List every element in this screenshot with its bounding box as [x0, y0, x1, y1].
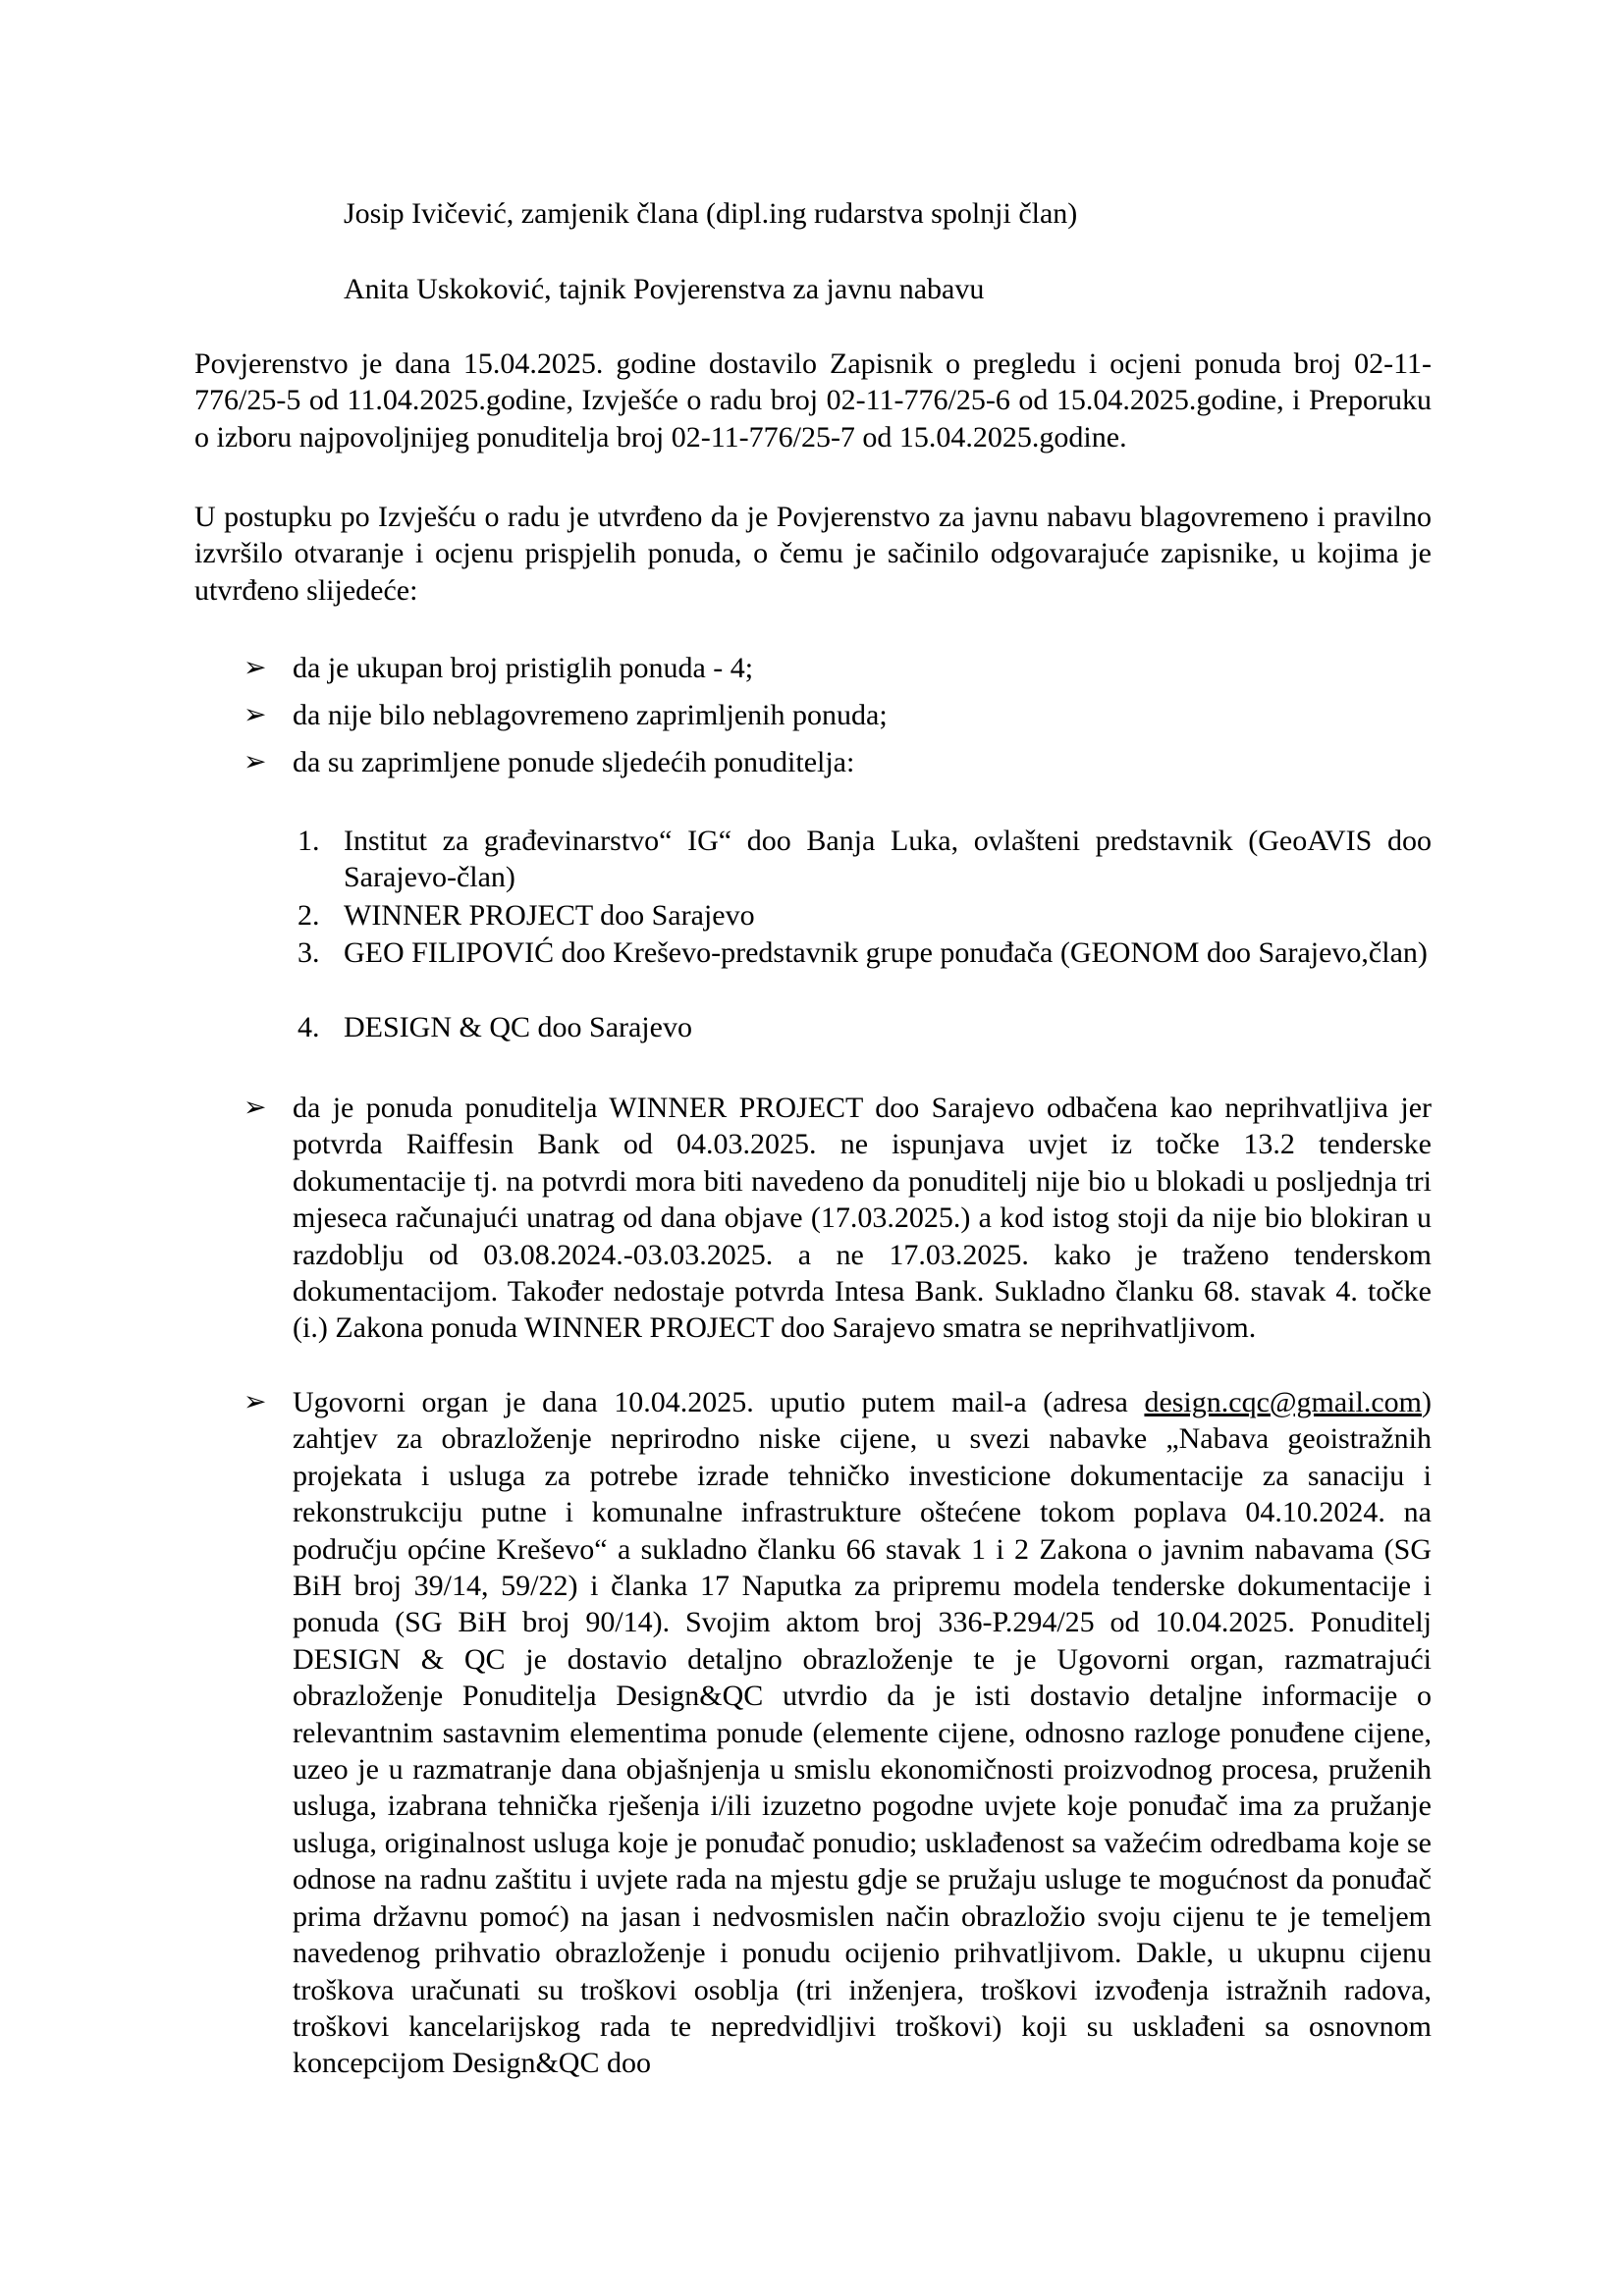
bullet-item-late-offers [244, 697, 1432, 734]
bullet-item-total-offers [244, 650, 1432, 687]
bidder-name: Institut za građevinarstvo“ IG“ doo Banja Luka, ovlašteni predstavnik (GeoAVIS doo Sarajevo-član) [344, 825, 1432, 894]
bullet-text: da je ukupan broj pristiglih ponuda - 4; [293, 652, 754, 684]
bullet-item-received-offers [244, 744, 1432, 781]
list-number: 2. [298, 899, 320, 932]
list-number: 3. [298, 936, 320, 969]
contract-text-start: Ugovorni organ je dana 10.04.2025. uputio putem mail-a (adresa [293, 1386, 1145, 1418]
arrow-bullet-icon: ➢ [244, 700, 267, 730]
list-number: 4. [298, 1011, 320, 1043]
arrow-bullet-icon: ➢ [244, 653, 267, 683]
header-line-deputy: Josip Ivičević, zamjenik člana (dipl.ing rudarstva spolnji član) [344, 197, 1078, 230]
bidder-name: WINNER PROJECT doo Sarajevo [344, 899, 755, 932]
contracting-authority-text [293, 1384, 1432, 2082]
bullet-text: da nije bilo neblagovremeno zaprimljenih ponuda; [293, 699, 888, 731]
email-link[interactable]: design.cqc@gmail.com [1144, 1386, 1422, 1418]
contract-text-rest: ) zahtjev za obrazloženje neprirodno niske cijene, u svezi nabavke „Nabava geoistražnih projekata i usluga za potrebe izrade tehničko investicione dokumentacije za sanaciju i rekonstrukciju putne i komunalne infrastrukture oštećene tokom poplava 04.10.2024. na području općine Kreševo“ a sukladno članku 66 stavak 1 i 2 Zakona o javnim nabavama (SG BiH broj 39/14, 59/22) i članka 17 Naputka za pripremu modela tenderske dokumentacije i ponuda (SG BiH broj 90/14). Svojim aktom broj 336-P.294/25 od 10.04.2025. Ponuditelj DESIGN & QC je dostavio detaljno obrazloženje te je Ugovorni organ, razmatrajući obrazloženje Ponuditelja Design&QC utvrdio da je isti dostavio detaljne informacije o relevantnim sastavnim elementima ponude (elemente cijene, odnosno razloge ponuđene cijene, uzeo je u razmatranje dana objašnjenja u smislu ekonomičnosti proizvodnog procesa, pruženih usluga, izabrana tehnička rješenja i/ili izuzetno pogodne uvjete koje ponuđač ima za pružanje usluga, originalnost usluga koje je ponuđač ponudio; usklađenost sa važećim odredbama koje se odnose na radnu zaštitu i uvjete rada na mjestu gdje se pružaju usluge te mogućnost da ponuđač prima državnu pomoć) na jasan i nedvosmislen način obrazložio svoju cijenu te je temeljem navedenog prihvatio obrazloženje i ponudu ocijenio prihvatljivom. Dakle, u ukupnu cijenu troškova uračunati su troškovi osoblja (tri inženjera, troškovi izvođenja istražnih radova, troškovi kancelarijskog rada te nepredvidljivi troškovi) koji su usklađeni sa osnovnom koncepcijom Design&QC doo [293, 1386, 1432, 2080]
intro-paragraph: Povjerenstvo je dana 15.04.2025. godine dostavilo Zapisnik o pregledu i ocjeni ponuda broj 02-11-776/25-5 od 11.04.2025.godine, Izvješće o radu broj 02-11-776/25-6 od 15.04.2025.godine, i Preporuku o izboru najpovoljnijeg ponuditelja broj 02-11-776/25-7 od 15.04.2025.godine. [194, 347, 1432, 454]
header-line-secretary: Anita Uskoković, tajnik Povjerenstva za javnu nabavu [344, 273, 985, 305]
findings-paragraph: U postupku po Izvješću o radu je utvrđeno da je Povjerenstvo za javnu nabavu blagovremeno i pravilno izvršilo otvaranje i ocjenu prispjelih ponuda, o čemu je sačinilo odgovarajuće zapisnike, u kojima je utvrđeno slijedeće: [194, 501, 1432, 607]
bidder-name: DESIGN & QC doo Sarajevo [344, 1011, 692, 1043]
arrow-bullet-icon: ➢ [244, 1387, 267, 1417]
arrow-bullet-icon: ➢ [244, 1093, 267, 1123]
bidder-name: GEO FILIPOVIĆ doo Kreševo-predstavnik grupe ponuđača (GEONOM doo Sarajevo,član) [344, 936, 1428, 969]
arrow-bullet-icon: ➢ [244, 747, 267, 777]
list-number: 1. [298, 825, 320, 857]
bullet-text: da su zaprimljene ponude sljedećih ponuditelja: [293, 746, 855, 778]
rejection-text: da je ponuda ponuditelja WINNER PROJECT doo Sarajevo odbačena kao neprihvatljiva jer potvrda Raiffesin Bank od 04.03.2025. ne ispunjava uvjet iz točke 13.2 tenderske dokumentacije tj. na potvrdi mora biti navedeno da ponuditelj nije bio u blokadi u posljednja tri mjeseca računajući unatrag od dana objave (17.03.2025.) a kod istog stoji da nije bio blokiran u razdoblju od 03.08.2024.-03.03.2025. a ne 17.03.2025. kako je traženo tenderskom dokumentacijom. Također nedostaje potvrda Intesa Bank. Sukladno članku 68. stavak 4. točke (i.) Zakona ponuda WINNER PROJECT doo Sarajevo smatra se neprihvatljivom. [293, 1092, 1432, 1345]
